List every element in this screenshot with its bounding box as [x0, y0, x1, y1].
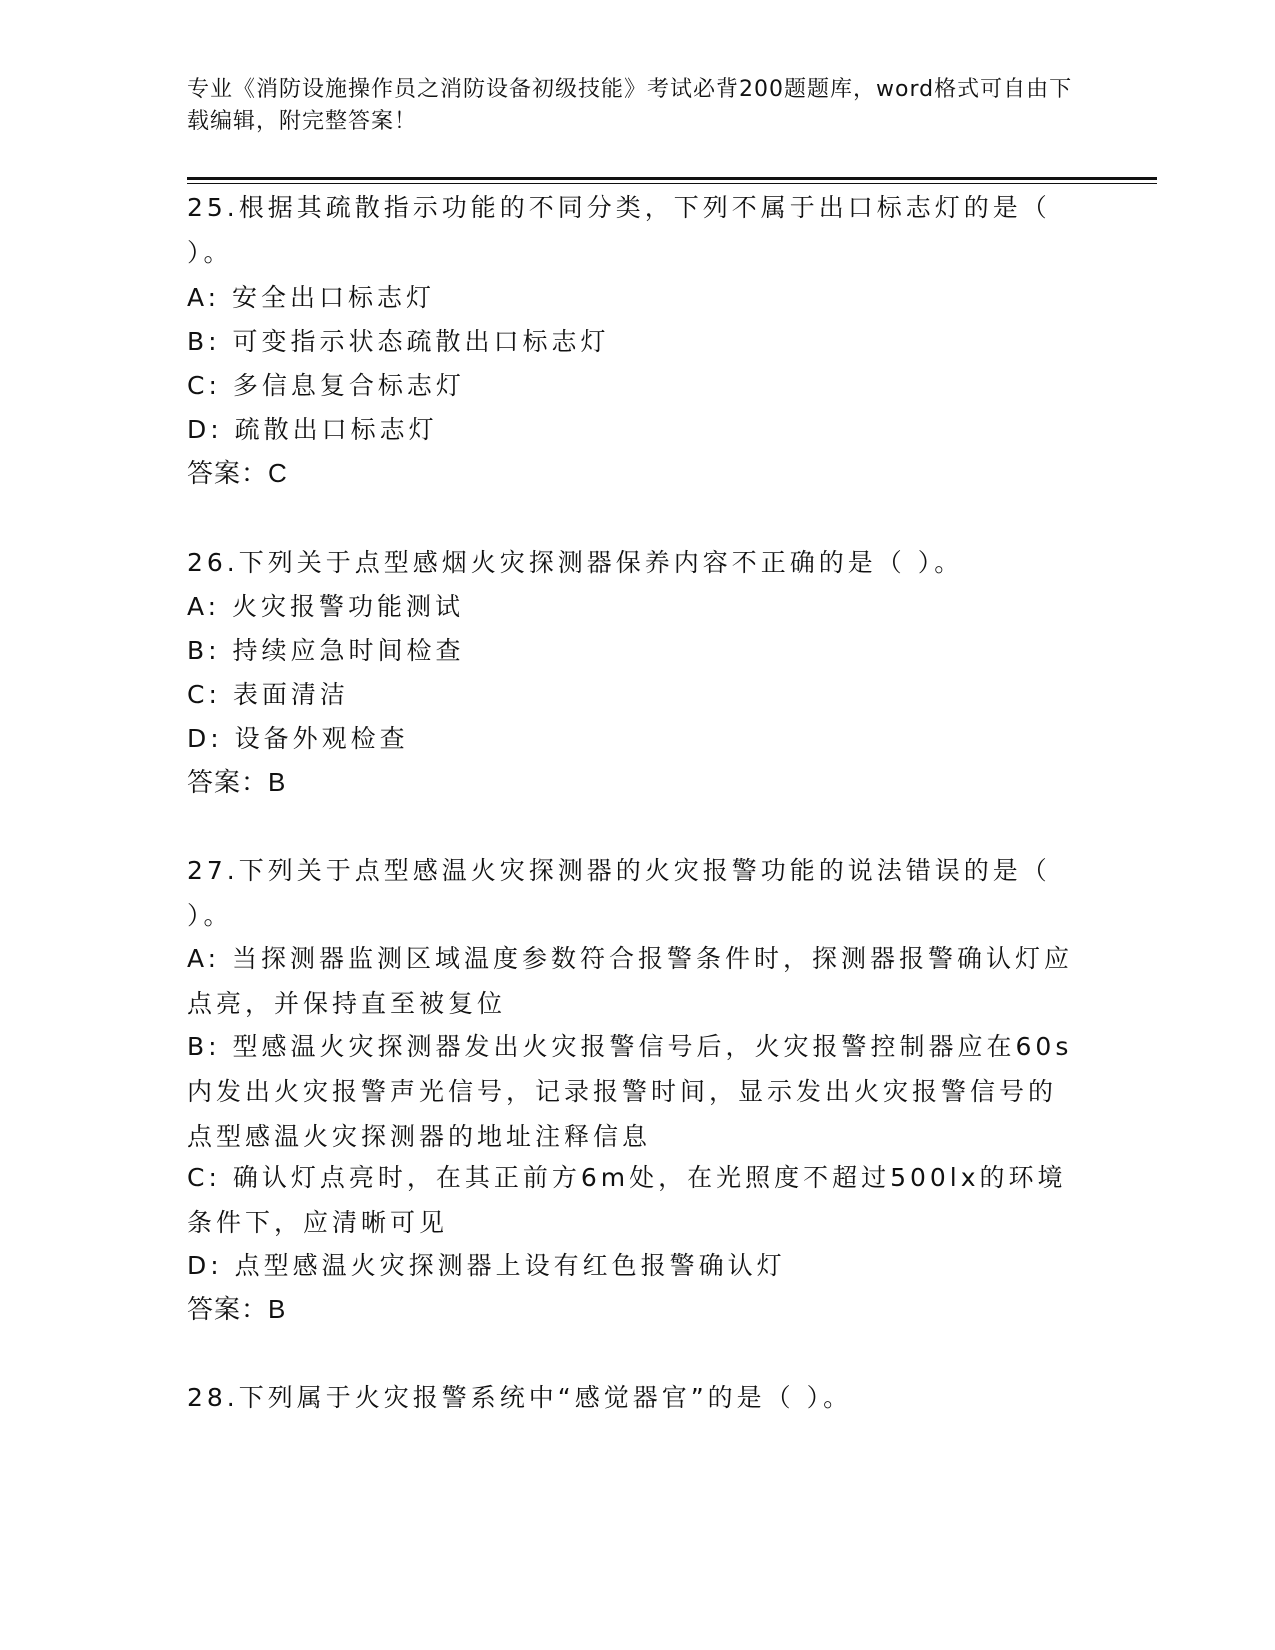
- question-25-stem: 25.根据其疏散指示功能的不同分类，下列不属于出口标志灯的是（ ）。: [187, 193, 1051, 267]
- question-26-option-d: D: 设备外观检查: [187, 724, 409, 753]
- question-26-option-c: C: 表面清洁: [187, 680, 349, 709]
- question-27-answer: 答案：B: [187, 1294, 287, 1324]
- question-26-option-b: B: 持续应急时间检查: [187, 636, 465, 665]
- header-divider-thin: [187, 183, 1157, 184]
- question-27-option-a: A: 当探测器监测区域温度参数符合报警条件时，探测器报警确认灯应点亮，并保持直至被复位: [187, 944, 1074, 1018]
- header-divider-thick: [187, 177, 1157, 180]
- question-28-stem: 28.下列属于火灾报警系统中“感觉器官”的是（ ）。: [187, 1383, 853, 1412]
- question-25-option-b: B: 可变指示状态疏散出口标志灯: [187, 327, 610, 356]
- question-25-option-d: D: 疏散出口标志灯: [187, 415, 438, 444]
- question-25-option-a: A: 安全出口标志灯: [187, 283, 436, 312]
- question-25-option-c: C: 多信息复合标志灯: [187, 371, 465, 400]
- question-25-answer: 答案：C: [187, 458, 288, 488]
- question-26-stem: 26.下列关于点型感烟火灾探测器保养内容不正确的是（ ）。: [187, 548, 964, 577]
- question-27-stem: 27.下列关于点型感温火灾探测器的火灾报警功能的说法错误的是（ ）。: [187, 856, 1051, 930]
- question-27-option-b: B: 型感温火灾探测器发出火灾报警信号后，火灾报警控制器应在60s内发出火灾报警声光信号，记录报警时间，显示发出火灾报警信号的点型感温火灾探测器的地址注释信息: [187, 1032, 1073, 1151]
- question-26-option-a: A: 火灾报警功能测试: [187, 592, 465, 621]
- question-27-option-c: C: 确认灯点亮时，在其正前方6m处，在光照度不超过500lx的环境条件下，应清晰可见: [187, 1163, 1067, 1237]
- question-26-answer: 答案：B: [187, 767, 287, 797]
- document-header: 专业《消防设施操作员之消防设备初级技能》考试必背200题题库，word格式可自由下载编辑，附完整答案！: [187, 77, 1073, 134]
- question-27-option-d: D: 点型感温火灾探测器上设有红色报警确认灯: [187, 1251, 786, 1280]
